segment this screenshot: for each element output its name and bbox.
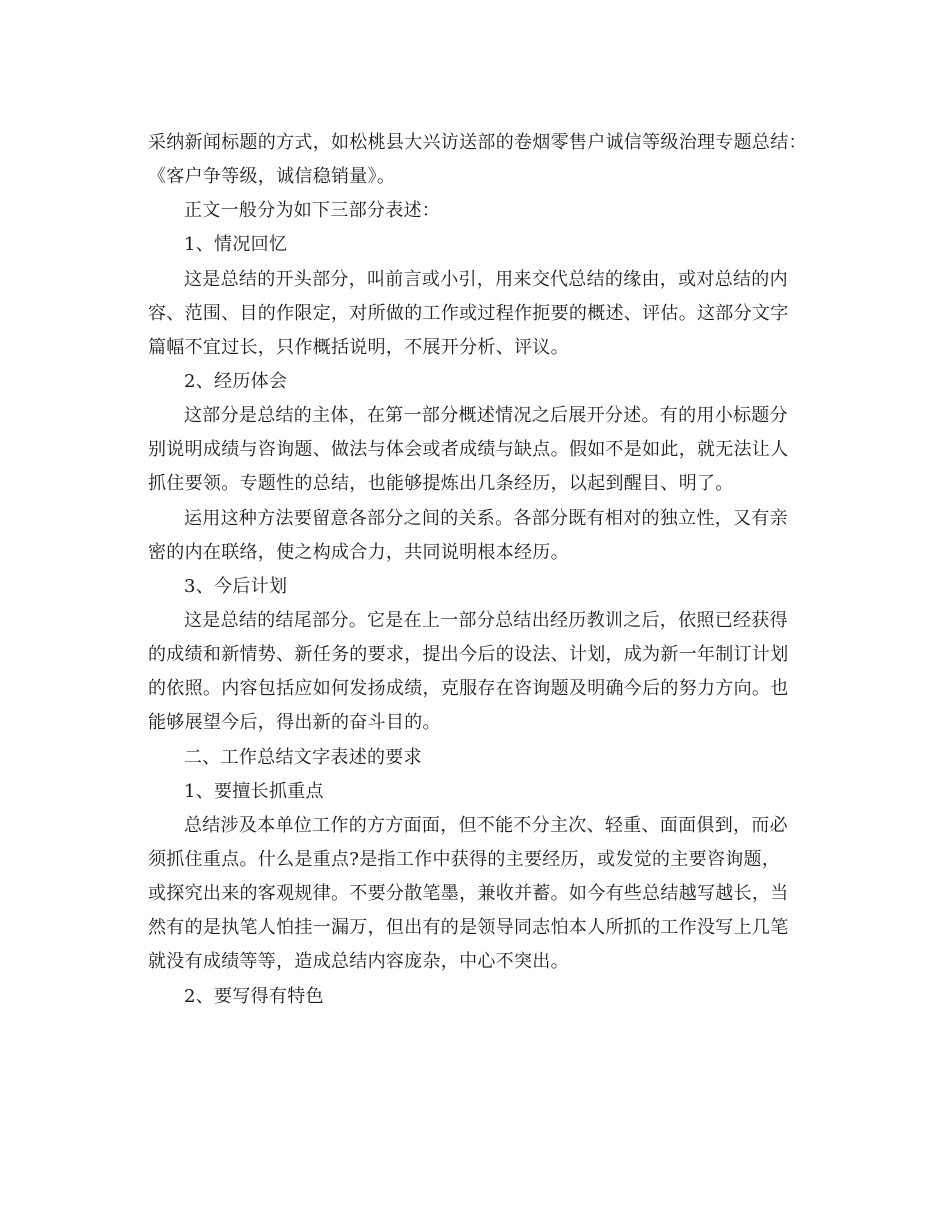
document-body [148,126,808,1014]
section-heading: 2、要写得有特色 [184,985,324,1007]
paragraph-line: 或探究出来的客观规律。不要分散笔墨，兼收并蓄。如今有些总结越写越长，当 [148,883,789,905]
paragraph-line: 采纳新闻标题的方式，如松桃县大兴访送部的卷烟零售户诚信等级治理专题总结： [148,132,807,153]
paragraph-line: 篇幅不宜过长，只作概括说明，不展开分析、评议。 [148,336,569,358]
paragraph-line: 的成绩和新情势、新任务的要求，提出今后的设法、计划，成为新一年制订计划 [148,644,789,666]
paragraph-line: 容、范围、目的作限定，对所做的工作或过程作扼要的概述、评估。这部分文字 [148,302,789,324]
paragraph-line: 就没有成绩等等，造成总结内容庞杂，中心不突出。 [148,951,569,973]
paragraph-line: 总结涉及本单位工作的方方面面，但不能不分主次、轻重、面面俱到，而必 [184,814,788,836]
paragraph-line: 别说明成绩与咨询题、做法与体会或者成绩与缺点。假如不是如此，就无法让人 [148,439,789,461]
paragraph-line: 这部分是总结的主体，在第一部分概述情况之后展开分述。有的用小标题分 [184,405,788,427]
section-heading: 二、工作总结文字表述的要求 [184,746,422,768]
section-heading: 3、今后计划 [184,575,288,597]
paragraph-line: 这是总结的开头部分，叫前言或小引，用来交代总结的缘由，或对总结的内 [184,268,788,290]
paragraph-line: 的依照。内容包括应如何发扬成绩，克服存在咨询题及明确今后的努力方向。也 [148,678,789,700]
section-heading: 1、要擅长抓重点 [184,780,324,802]
paragraph-line: 运用这种方法要留意各部分之间的关系。各部分既有相对的独立性，又有亲 [184,507,788,529]
paragraph-line: 抓住要领。专题性的总结，也能够提炼出几条经历，以起到醒目、明了。 [148,473,734,495]
paragraph-line: 然有的是执笔人怕挂一漏万，但出有的是领导同志怕本人所抓的工作没写上几笔 [148,917,789,939]
paragraph-line: 密的内在联络，使之构成合力，共同说明根本经历。 [148,541,569,563]
paragraph-line: 须抓住重点。什么是重点?是指工作中获得的主要经历，或发觉的主要咨询题， [148,848,781,870]
section-heading: 1、情况回忆 [184,234,288,256]
paragraph-line: 能够展望今后，得出新的奋斗目的。 [148,712,441,734]
section-heading: 2、经历体会 [184,370,288,392]
paragraph-line: 这是总结的结尾部分。它是在上一部分总结出经历教训之后，依照已经获得 [184,609,788,631]
paragraph-line: 正文一般分为如下三部分表述： [184,200,441,222]
paragraph-line: 《客户争等级，诚信稳销量》。 [148,166,396,188]
